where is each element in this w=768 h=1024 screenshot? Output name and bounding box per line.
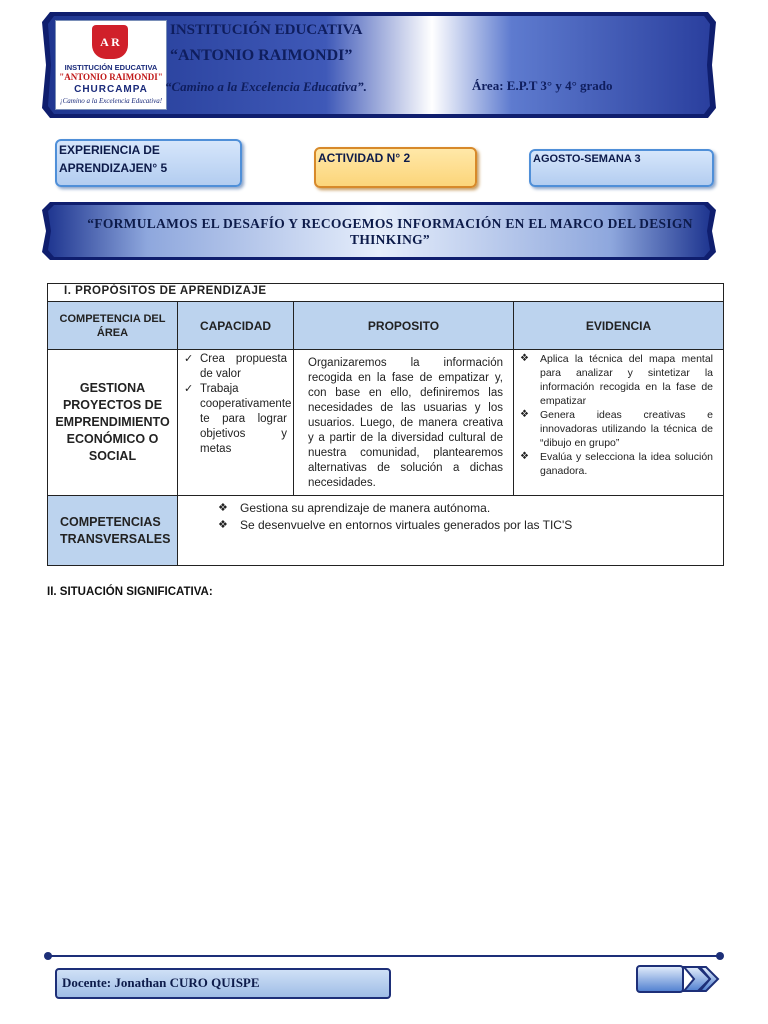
capacidades-cell xyxy=(178,350,294,496)
header-evidencia: EVIDENCIA xyxy=(514,302,724,350)
institution-motto: “Camino a la Excelencia Educativa”. xyxy=(165,79,367,94)
diamond-bullet-icon: ❖ xyxy=(520,353,529,364)
proposito-text: Organizaremos la información recogida en la fase de empatizar y, con base en ello, definiremos las necesidades de las usuarias y los usuarios. Luego, de manera creativa y a partir de la diversidad cultural de nuestra comunidad, plantearemos alternativas de solución a dichas necesidades. xyxy=(308,357,503,489)
situacion-significativa-title: II. SITUACIÓN SIGNIFICATIVA: xyxy=(47,586,213,598)
diamond-bullet-icon: ❖ xyxy=(520,409,529,420)
area-grade: Área: E.P.T 3° y 4° grado xyxy=(472,78,613,93)
actividad-label: ACTIVIDAD N° 2 xyxy=(318,151,411,165)
section-title-propositos: I. PROPÓSITOS DE APRENDIZAJE xyxy=(48,284,724,302)
school-logo xyxy=(55,20,167,110)
logo-line-1: INSTITUCIÓN EDUCATIVA xyxy=(64,63,158,72)
footer-divider xyxy=(44,952,724,960)
capacidad-item: ✓ Crea propuesta de valor xyxy=(184,353,287,380)
competencia-area: GESTIONA PROYECTOS DE EMPRENDIMIENTO ECONÓMICO O SOCIAL xyxy=(48,350,178,496)
logo-line-3: CHURCAMPA xyxy=(74,84,148,95)
evidencia-item: ❖ Aplica la técnica del mapa mental para analizar y sintetizar la información recogida en la fase de empatizar xyxy=(520,353,714,407)
institution-type: INSTITUCIÓN EDUCATIVA xyxy=(170,22,363,38)
semana-label: AGOSTO-SEMANA 3 xyxy=(533,153,641,165)
evidencia-item: ❖ Genera ideas creativas e innovadoras utilizando la técnica de “dibujo en grupo” xyxy=(520,409,714,449)
proposito-cell xyxy=(294,350,514,496)
diamond-bullet-icon: ❖ xyxy=(218,519,228,531)
evidencia-item: ❖ Evalúa y selecciona la idea solución ganadora. xyxy=(520,451,714,477)
transversal-item: ❖ Se desenvuelve en entornos virtuales generados por las TIC'S xyxy=(218,518,573,532)
purposes-table xyxy=(47,283,724,566)
semana-box xyxy=(529,149,714,187)
header-competencia: COMPETENCIA DEL ÁREA xyxy=(48,302,178,350)
experiencia-line-1: EXPERIENCIA DE xyxy=(59,143,160,157)
logo-line-4: ¡Camino a la Excelencia Educativa! xyxy=(59,97,163,105)
diamond-bullet-icon: ❖ xyxy=(218,502,228,514)
activity-title: “FORMULAMOS EL DESAFÍO Y RECOGEMOS INFORMACIÓN EN EL MARCO DEL DESIGN THINKING” xyxy=(87,216,693,247)
actividad-box xyxy=(314,147,477,188)
logo-shield-icon: A R xyxy=(92,25,128,59)
transversales-cell xyxy=(178,496,724,566)
logo-line-2: "ANTONIO RAIMONDI" xyxy=(59,72,163,82)
header-proposito: PROPOSITO xyxy=(294,302,514,350)
experiencia-line-2: APRENDIZAJEN° 5 xyxy=(59,161,168,175)
evidencias-cell xyxy=(514,350,724,496)
docente-box xyxy=(55,968,391,999)
check-icon: ✓ xyxy=(184,353,194,365)
double-chevron-right-icon[interactable] xyxy=(636,964,722,994)
transversal-item: ❖ Gestiona su aprendizaje de manera autónoma. xyxy=(218,501,491,515)
institution-name: “ANTONIO RAIMONDI” xyxy=(170,47,353,64)
experiencia-box xyxy=(55,139,242,187)
competencias-transversales-label: COMPETENCIAS TRANSVERSALES xyxy=(48,496,178,566)
header-capacidad: CAPACIDAD xyxy=(178,302,294,350)
docente-name: Docente: Jonathan CURO QUISPE xyxy=(62,975,260,990)
diamond-bullet-icon: ❖ xyxy=(520,451,529,462)
capacidad-item: ✓ Trabaja cooperativamente te para lograr objetivos y metas xyxy=(184,383,292,455)
check-icon: ✓ xyxy=(184,383,194,395)
